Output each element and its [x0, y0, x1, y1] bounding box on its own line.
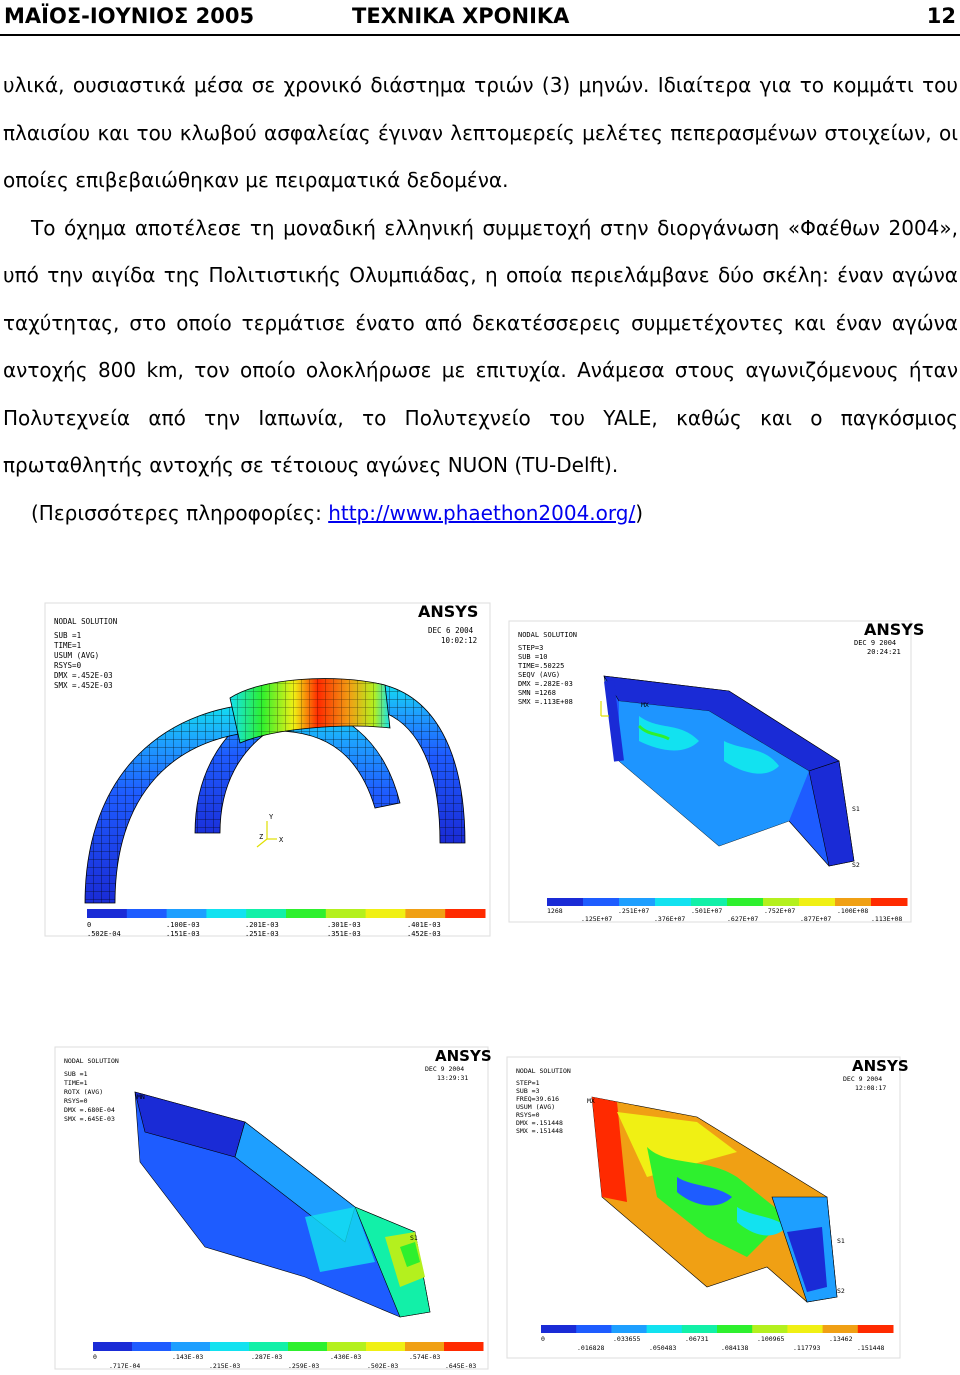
fig4-info-0: NODAL SOLUTION — [516, 1067, 571, 1075]
fig2-legend-top-1: .251E+07 — [618, 907, 650, 915]
fig3-legend-top-4: .574E-03 — [409, 1353, 441, 1361]
fig4-legend-top-1: .033655 — [613, 1335, 641, 1343]
fig1-info-1: SUB =1 — [54, 631, 82, 640]
fig3-legend-top-1: .143E-03 — [172, 1353, 204, 1361]
legend-color-swatch — [127, 909, 167, 918]
legend-color-swatch — [583, 898, 620, 906]
fig3-time: 13:29:31 — [437, 1074, 469, 1082]
fig2-legend-top-3: .752E+07 — [764, 907, 796, 915]
fig1-axis-y: Y — [269, 813, 274, 821]
fig2-date: DEC 9 2004 — [854, 639, 897, 647]
header-rule — [0, 34, 960, 36]
fig4-info-2: SUB =3 — [516, 1087, 540, 1095]
ansys-logo: ANSYS — [864, 620, 925, 639]
fig1-date: DEC 6 2004 — [428, 626, 474, 635]
header-page-number: 12 — [926, 4, 956, 28]
fig1-legend-bottom-2: .251E-03 — [245, 930, 279, 938]
fig1-info-0: NODAL SOLUTION — [54, 617, 118, 626]
fig1-legend-top-3: .301E-03 — [327, 921, 361, 929]
figure-frame-rotation — [55, 1047, 492, 1370]
fig3-info-3: ROTX (AVG) — [64, 1088, 104, 1096]
legend-color-swatch — [799, 898, 836, 906]
paragraph-3 — [3, 490, 958, 538]
fig4-legend-bottom-2: .084138 — [721, 1344, 749, 1352]
legend-color-swatch — [167, 909, 207, 918]
fig1-axis-z: Z — [259, 833, 264, 841]
legend-color-swatch — [858, 1325, 894, 1333]
fig1-legend-bottom-3: .351E-03 — [327, 930, 361, 938]
ansys-logo: ANSYS — [418, 602, 479, 621]
legend-color-swatch — [326, 909, 366, 918]
legend-color-swatch — [763, 898, 800, 906]
fig1-time: 10:02:12 — [441, 636, 478, 645]
legend-color-swatch — [366, 1342, 406, 1351]
figure-frame-stress — [509, 620, 925, 923]
legend-color-swatch — [327, 1342, 367, 1351]
figure-frame-modal — [507, 1057, 909, 1358]
fig2-legend-bottom-2: .627E+07 — [727, 915, 759, 923]
fig2-label-mx: MX — [641, 701, 649, 709]
fig2-legend-bottom-1: .376E+07 — [654, 915, 686, 923]
fig2-info-1: STEP=3 — [518, 644, 544, 652]
fig2-info-4: SEQV (AVG) — [518, 671, 561, 679]
fig3-label-mn: MN — [137, 1093, 145, 1101]
more-info-prefix: (Περισσότερες πληροφορίες: — [31, 500, 329, 525]
fig3-legend-bottom-1: .215E-03 — [209, 1362, 241, 1370]
fig4-legend-bottom-3: .117793 — [793, 1344, 821, 1352]
fig4-legend-bottom-1: .050483 — [649, 1344, 677, 1352]
fig3-legend-top-2: .287E-03 — [251, 1353, 283, 1361]
fig2-legend-top-0: 1268 — [547, 907, 563, 915]
legend-color-swatch — [655, 898, 692, 906]
fig2-legend-bottom-3: .877E+07 — [800, 915, 832, 923]
fig3-info-1: SUB =1 — [64, 1070, 88, 1078]
fig3-info-6: SMX =.645E-03 — [64, 1115, 115, 1123]
fig1-info-6: SMX =.452E-03 — [54, 681, 113, 690]
fig4-legend-bottom-0: .016828 — [577, 1344, 605, 1352]
legend-color-swatch — [682, 1325, 718, 1333]
legend-color-swatch — [752, 1325, 788, 1333]
fig3-legend-bottom-0: .717E-04 — [109, 1362, 141, 1370]
legend-color-swatch — [405, 1342, 445, 1351]
legend-color-swatch — [288, 1342, 328, 1351]
legend-color-swatch — [647, 1325, 683, 1333]
fig2-legend-top-2: .501E+07 — [691, 907, 723, 915]
fig4-label-s2: S2 — [837, 1287, 845, 1295]
legend-color-swatch — [286, 909, 326, 918]
fig2-info-2: SUB =10 — [518, 653, 548, 661]
article-body — [3, 62, 958, 537]
legend-color-swatch — [171, 1342, 211, 1351]
ansys-logo: ANSYS — [435, 1047, 492, 1065]
legend-color-swatch — [576, 1325, 612, 1333]
fig4-legend-top-3: .100965 — [757, 1335, 785, 1343]
fig2-label-s1: S1 — [852, 805, 860, 813]
legend-color-swatch — [87, 909, 127, 918]
fig4-label-s1: S1 — [837, 1237, 845, 1245]
legend-color-swatch — [132, 1342, 172, 1351]
fig3-label-s1: S1 — [410, 1234, 418, 1242]
fig4-label-mx: MX — [587, 1097, 595, 1105]
ansys-logo: ANSYS — [852, 1057, 909, 1075]
fig3-legend-bottom-2: .259E-03 — [288, 1362, 320, 1370]
more-info-suffix: ) — [635, 500, 644, 525]
fig3-info-2: TIME=1 — [64, 1079, 88, 1087]
fig1-legend-bottom-1: .151E-03 — [166, 930, 200, 938]
fig1-info-5: DMX =.452E-03 — [54, 671, 113, 680]
fig2-label-s2: S2 — [852, 861, 860, 869]
fig1-axis-x: X — [279, 836, 284, 844]
fig3-date: DEC 9 2004 — [425, 1065, 465, 1073]
legend-color-swatch — [823, 1325, 859, 1333]
legend-color-swatch — [871, 898, 908, 906]
fig1-legend-bottom-0: .502E-04 — [87, 930, 121, 938]
legend-color-swatch — [246, 909, 286, 918]
fig1-legend-top-1: .100E-03 — [166, 921, 200, 929]
legend-color-swatch — [691, 898, 728, 906]
fig2-legend-bottom-0: .125E+07 — [581, 915, 613, 923]
legend-color-swatch — [727, 898, 764, 906]
legend-color-swatch — [835, 898, 872, 906]
fig2-time: 20:24:21 — [867, 648, 901, 656]
legend-color-swatch — [619, 898, 656, 906]
fig3-info-5: DMX =.680E-04 — [64, 1106, 115, 1114]
legend-color-swatch — [444, 1342, 484, 1351]
phaethon-link[interactable]: http://www.phaethon2004.org/ — [328, 500, 636, 525]
fig1-info-3: USUM (AVG) — [54, 651, 100, 660]
fig4-info-3: FREQ=39.616 — [516, 1095, 560, 1103]
legend-color-swatch — [249, 1342, 289, 1351]
fig2-info-3: TIME=.50225 — [518, 662, 565, 670]
figure-cage-displacement — [45, 603, 490, 936]
fig4-info-1: STEP=1 — [516, 1079, 540, 1087]
fig3-legend-bottom-4: .645E-03 — [445, 1362, 477, 1370]
fig1-legend-top-0: 0 — [87, 921, 92, 929]
fig1-legend-top-2: .201E-03 — [245, 921, 279, 929]
fig2-info-7: SMX =.113E+08 — [518, 698, 573, 706]
fig1-info-4: RSYS=0 — [54, 661, 82, 670]
fig4-time: 12:08:17 — [855, 1084, 887, 1092]
paragraph-1: υλικά, ουσιαστικά μέσα σε χρονικό διάστημα τριών (3) μηνών. Ιδιαίτερα για το κομμάτι του πλαισίου και του κλωβού ασφαλείας έγιναν λεπτομερείς μελέτες πεπερασμένων στοιχείων, οι οποίες επιβεβαιώθηκαν με πειραματικά δεδομένα. — [3, 73, 958, 192]
fig2-info-5: DMX =.282E-03 — [518, 680, 573, 688]
header-issue-date: ΜΑΪΟΣ-ΙΟΥΝΙΟΣ 2005 — [4, 4, 255, 28]
header-journal-title: ΤΕΧΝΙΚΑ ΧΡΟΝΙΚΑ — [352, 4, 570, 28]
page-header — [0, 0, 960, 36]
legend-color-swatch — [93, 1342, 133, 1351]
fig4-legend-top-0: 0 — [541, 1335, 545, 1343]
fig2-info-0: NODAL SOLUTION — [518, 631, 578, 639]
legend-color-swatch — [787, 1325, 823, 1333]
fig4-legend-bottom-4: .151448 — [857, 1344, 885, 1352]
fig4-info-5: RSYS=0 — [516, 1111, 540, 1119]
legend-color-swatch — [717, 1325, 753, 1333]
fig2-info-6: SMN =1268 — [518, 689, 556, 697]
paragraph-2: Το όχημα αποτέλεσε τη μοναδική ελληνική συμμετοχή στην διοργάνωση «Φαέθων 2004», υπό την αιγίδα της Πολιτιστικής Ολυμπιάδας, η οποία περιελάμβανε δύο σκέλη: έναν αγώνα ταχύτητας, στο οποίο τερμάτισε ένατο από δεκατέσσερεις συμμετέχοντες και έναν αγώνα αντοχής 800 km, τον οποίο ολοκλήρωσε με επιτυχία. Ανάμεσα στους αγωνιζόμενους ήταν Πολυτεχνεία από την Ιαπωνία, το Πολυτεχνείο του YALE, καθώς και ο παγκόσμιος πρωταθλητής αντοχής σε τέτοιους αγώνες NUON (TU-Delft). — [3, 215, 958, 477]
fig1-info-2: TIME=1 — [54, 641, 82, 650]
legend-color-swatch — [541, 1325, 577, 1333]
legend-color-swatch — [405, 909, 445, 918]
fig4-info-4: USUM (AVG) — [516, 1103, 556, 1111]
fig3-legend-bottom-3: .502E-03 — [367, 1362, 399, 1370]
fig3-info-0: NODAL SOLUTION — [64, 1057, 119, 1065]
legend-color-swatch — [445, 909, 485, 918]
legend-color-swatch — [547, 898, 584, 906]
legend-color-swatch — [611, 1325, 647, 1333]
fig4-info-7: SMX =.151448 — [516, 1127, 563, 1135]
fig4-legend-top-2: .06731 — [685, 1335, 709, 1343]
fig3-legend-top-0: 0 — [93, 1353, 97, 1361]
fig1-legend-top-4: .401E-03 — [407, 921, 441, 929]
legend-color-swatch — [210, 1342, 250, 1351]
fig1-legend-bottom-4: .452E-03 — [407, 930, 441, 938]
legend-color-swatch — [206, 909, 246, 918]
fig4-legend-top-4: .13462 — [829, 1335, 853, 1343]
fig4-date: DEC 9 2004 — [843, 1075, 883, 1083]
legend-color-swatch — [366, 909, 406, 918]
fig2-legend-bottom-4: .113E+08 — [871, 915, 903, 923]
fig4-info-6: DMX =.151448 — [516, 1119, 563, 1127]
fig2-legend-top-4: .100E+08 — [837, 907, 869, 915]
fig3-legend-top-3: .430E-03 — [330, 1353, 362, 1361]
fig3-info-4: RSYS=0 — [64, 1097, 88, 1105]
